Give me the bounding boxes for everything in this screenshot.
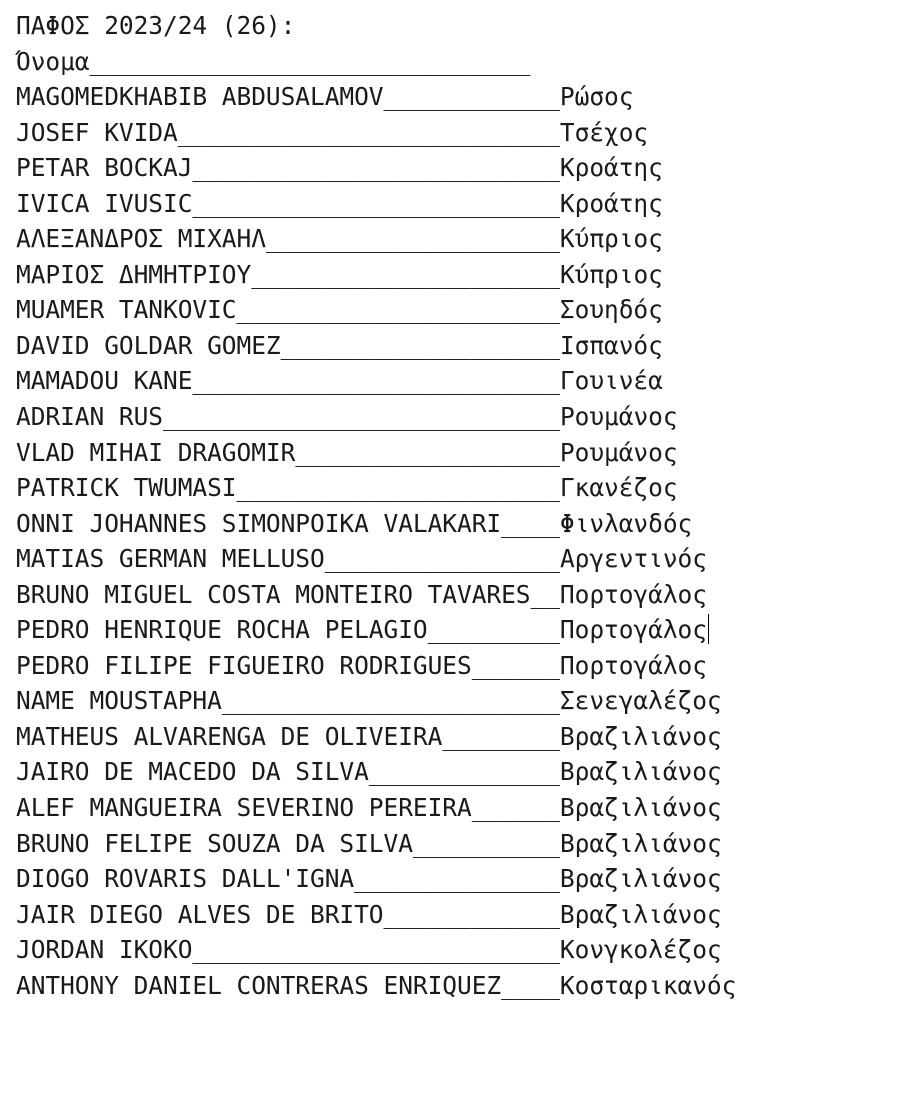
- leader-underscores: __________________: [295, 437, 560, 467]
- player-name: DIOGO ROVARIS DALL'IGNA: [16, 864, 355, 894]
- player-name: MATIAS GERMAN MELLUSO: [16, 544, 325, 574]
- player-name: PEDRO FILIPE FIGUEIRO RODRIGUES: [16, 650, 472, 680]
- player-row: [16, 186, 900, 222]
- player-name: ΜΑΡΙΟΣ ΔΗΜΗΤΡΙΟΥ: [16, 259, 252, 289]
- player-nationality: Κοσταρικανός: [559, 970, 737, 1000]
- player-row: [16, 968, 900, 1004]
- leader-underscores: _________________________: [192, 153, 560, 183]
- player-name: ΑΛΕΞΑΝΔΡΟΣ ΜΙΧΑΗΛ: [16, 224, 266, 254]
- player-name: MUAMER TANKOVIC: [16, 295, 237, 325]
- player-name: BRUNO FELIPE SOUZA DA SILVA: [16, 828, 413, 858]
- leader-underscores: _____________________: [251, 259, 560, 289]
- player-name: NAME MOUSTAPHA: [16, 686, 222, 716]
- player-name: PATRICK TWUMASI: [16, 473, 237, 503]
- player-name: IVICA IVUSIC: [16, 188, 193, 218]
- leader-underscores: ______________________: [236, 295, 560, 325]
- player-nationality: Ισπανός: [559, 330, 663, 360]
- player-list: [16, 79, 900, 1003]
- player-nationality: Ρουμάνος: [559, 402, 678, 432]
- player-name: ANTHONY DANIEL CONTRERAS ENRIQUEZ: [16, 970, 502, 1000]
- player-row: [16, 790, 900, 826]
- leader-underscores: _____________: [368, 757, 560, 787]
- player-name: JAIR DIEGO ALVES DE BRITO: [16, 899, 384, 929]
- player-name: ALEF MANGUEIRA SEVERINO PEREIRA: [16, 793, 472, 823]
- leader-underscores: _______________________: [221, 686, 560, 716]
- player-nationality: Φινλανδός: [559, 508, 693, 538]
- leader-underscores: ____________: [383, 899, 560, 929]
- player-nationality: Βραζιλιάνος: [559, 757, 722, 787]
- roster-title: ΠΑΦΟΣ 2023/24 (26):: [16, 11, 296, 40]
- player-row: [16, 399, 900, 435]
- leader-underscores: ___________________________: [163, 402, 560, 432]
- player-row: [16, 150, 900, 186]
- player-row: [16, 257, 900, 293]
- player-nationality: Κροάτης: [559, 188, 663, 218]
- leader-underscores: ____________: [383, 82, 560, 112]
- player-nationality: Βραζιλιάνος: [559, 721, 722, 751]
- player-row: [16, 79, 900, 115]
- leader-underscores: _________________________: [192, 935, 560, 965]
- leader-underscores: _________________________: [192, 366, 560, 396]
- player-row: [16, 328, 900, 364]
- player-row: [16, 541, 900, 577]
- player-name: VLAD MIHAI DRAGOMIR: [16, 437, 296, 467]
- player-name: JAIRO DE MACEDO DA SILVA: [16, 757, 369, 787]
- player-name: PEDRO HENRIQUE ROCHA PELAGIO: [16, 615, 428, 645]
- player-row: [16, 435, 900, 471]
- player-row: [16, 861, 900, 897]
- player-nationality: Ρώσος: [559, 82, 634, 112]
- player-name: MAGOMEDKHABIB ABDUSALAMOV: [16, 82, 384, 112]
- leader-underscores: ________: [442, 721, 560, 751]
- player-row: [16, 612, 900, 648]
- player-row: [16, 932, 900, 968]
- player-nationality: Πορτογάλος: [559, 615, 707, 645]
- player-name: ADRIAN RUS: [16, 402, 164, 432]
- leader-underscores: ______________: [354, 864, 560, 894]
- player-name: MATHEUS ALVARENGA DE OLIVEIRA: [16, 721, 443, 751]
- player-nationality: Βραζιλιάνος: [559, 864, 722, 894]
- player-name: JOSEF KVIDA: [16, 117, 178, 147]
- player-nationality: Βραζιλιάνος: [559, 899, 722, 929]
- player-nationality: Πορτογάλος: [559, 579, 707, 609]
- player-name: BRUNO MIGUEL COSTA MONTEIRO TAVARES: [16, 579, 531, 609]
- player-nationality: Κονγκολέζος: [559, 935, 722, 965]
- player-row: [16, 754, 900, 790]
- player-nationality: Ρουμάνος: [559, 437, 678, 467]
- leader-underscores: ________________: [324, 544, 560, 574]
- player-nationality: Κύπριος: [559, 259, 663, 289]
- leader-underscores: ____: [501, 508, 560, 538]
- leader-underscores: __________: [412, 828, 560, 858]
- player-row: [16, 470, 900, 506]
- player-row: [16, 577, 900, 613]
- leader-underscores: _________: [427, 615, 560, 645]
- leader-underscores: ____________________: [265, 224, 560, 254]
- player-nationality: Βραζιλιάνος: [559, 793, 722, 823]
- player-row: [16, 826, 900, 862]
- leader-underscores: ___________________: [280, 330, 560, 360]
- player-nationality: Βραζιλιάνος: [559, 828, 722, 858]
- player-nationality: Τσέχος: [559, 117, 649, 147]
- player-name: DAVID GOLDAR GOMEZ: [16, 330, 281, 360]
- player-row: [16, 221, 900, 257]
- player-nationality: Κύπριος: [559, 224, 663, 254]
- player-name: MAMADOU KANE: [16, 366, 193, 396]
- leader-underscores: __: [530, 579, 560, 609]
- player-row: [16, 292, 900, 328]
- player-nationality: Γκανέζος: [559, 473, 678, 503]
- leader-underscores: ______: [471, 650, 560, 680]
- leader-underscores: __________________________: [177, 117, 560, 147]
- text-cursor: [708, 614, 709, 644]
- player-nationality: Πορτογάλος: [559, 650, 707, 680]
- player-nationality: Κροάτης: [559, 153, 663, 183]
- player-nationality: Αργεντινός: [559, 544, 707, 574]
- leader-underscores: ____: [501, 970, 560, 1000]
- player-name: JORDAN IKOKO: [16, 935, 193, 965]
- player-row: [16, 897, 900, 933]
- player-row: [16, 648, 900, 684]
- player-nationality: Γουινέα: [559, 366, 663, 396]
- player-row: [16, 363, 900, 399]
- player-nationality: Σενεγαλέζος: [559, 686, 722, 716]
- player-row: [16, 506, 900, 542]
- player-nationality: Σουηδός: [559, 295, 663, 325]
- player-row: [16, 683, 900, 719]
- leader-underscores: ______________________: [236, 473, 560, 503]
- leader-underscores: _________________________: [192, 188, 560, 218]
- player-row: [16, 115, 900, 151]
- player-name: PETAR BOCKAJ: [16, 153, 193, 183]
- player-name: ONNI JOHANNES SIMONPOIKA VALAKARI: [16, 508, 502, 538]
- player-row: [16, 719, 900, 755]
- column-header: Όνομα______________________________: [16, 46, 531, 76]
- leader-underscores: ______: [471, 793, 560, 823]
